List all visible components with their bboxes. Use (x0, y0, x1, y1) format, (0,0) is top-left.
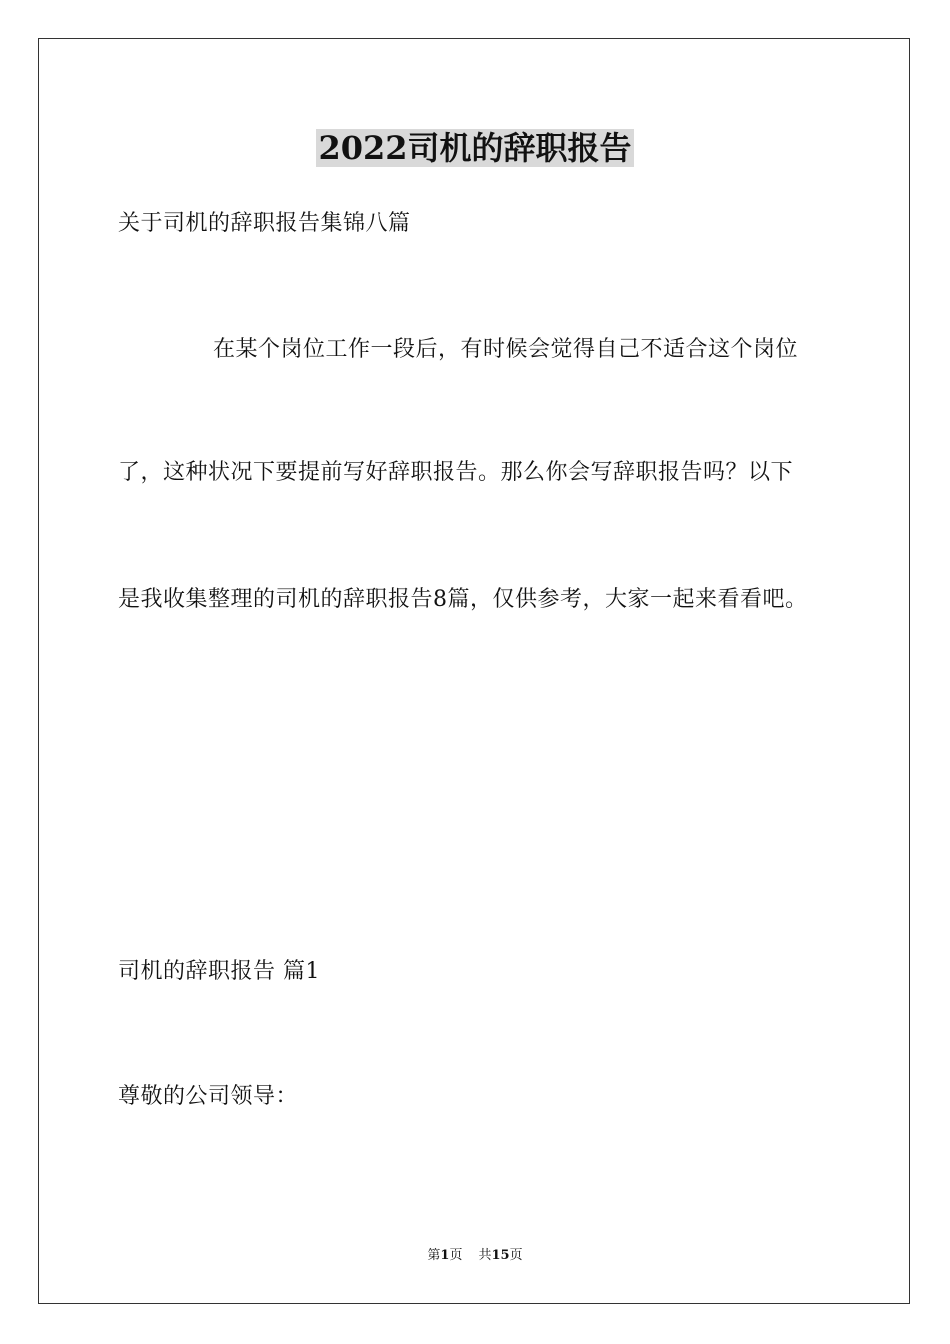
footer-total-suffix: 页 (509, 1248, 523, 1263)
document-title (0, 126, 950, 170)
footer-page-number: 1 (440, 1248, 450, 1263)
page-footer (0, 1247, 950, 1265)
intro-line-2: 了，这种状况下要提前写好辞职报告。那么你会写辞职报告吗？以下 (118, 460, 794, 485)
intro-line-1: 在某个岗位工作一段后，有时候会觉得自己不适合这个岗位 (213, 337, 799, 362)
salutation: 尊敬的公司领导： (118, 1084, 299, 1109)
section-heading: 司机的辞职报告 篇1 (118, 959, 320, 984)
footer-total-pages: 15 (491, 1248, 510, 1263)
footer-total-prefix: 共 (478, 1248, 492, 1263)
document-subtitle: 关于司机的辞职报告集锦八篇 (118, 211, 411, 236)
intro-line-3: 是我收集整理的司机的辞职报告8篇，仅供参考，大家一起来看看吧。 (118, 587, 808, 612)
document-title-text: 2022司机的辞职报告 (318, 129, 632, 167)
footer-page-prefix: 第 (427, 1248, 441, 1263)
footer-page-suffix: 页 (449, 1248, 463, 1263)
